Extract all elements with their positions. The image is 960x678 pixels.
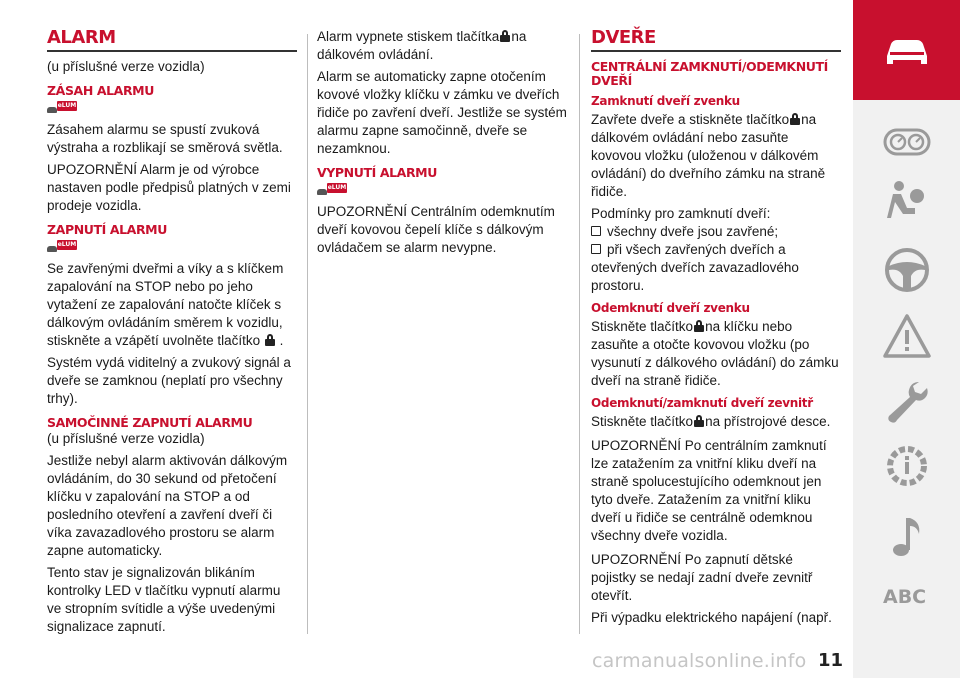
samo-heading: SAMOČINNÉ ZAPNUTÍ ALARMU: [47, 415, 253, 430]
condition-text: všechny dveře jsou zavřené;: [607, 224, 779, 239]
zamk-heading: Zamknutí dveří zvenku: [591, 94, 740, 108]
upozorneni-2: UPOZORNĚNÍ Po zapnutí dětské pojistky se nedají zadní dveře zevnitř otevřít.: [591, 552, 813, 603]
samo-paragraph-1: Jestliže nebyl alarm aktivován dálkovým ovládáním, do 30 sekund od přetočení klíčku v zapalování na STOP a od posledního otevření a zavření dveří či víka zavazadlového prostoru se alarm zapne automaticky.: [47, 453, 288, 558]
zapnuti-paragraph-1: [47, 260, 297, 350]
checkbox-icon: [591, 244, 601, 254]
dvere-title: DVEŘE: [591, 27, 656, 48]
gear-info-icon[interactable]: [881, 442, 933, 490]
watermark: carmanualsonline.info: [592, 650, 807, 672]
odemk-text-a: Stiskněte tlačítko: [591, 319, 694, 334]
music-note-icon[interactable]: [881, 512, 933, 560]
zapnuti-end: .: [279, 333, 284, 348]
lock-icon: [694, 415, 704, 427]
elum-label: eLUM: [57, 241, 77, 248]
page-number: 11: [818, 650, 844, 671]
elum-label: eLUM: [327, 184, 347, 191]
car-icon[interactable]: [881, 26, 933, 74]
wrench-icon[interactable]: [881, 378, 933, 426]
elum-badge: [47, 240, 297, 258]
unlock-icon: [694, 320, 704, 332]
zevnitr-text-a: Stiskněte tlačítko: [591, 414, 694, 429]
warning-triangle-icon[interactable]: [881, 312, 933, 360]
zasah-heading: ZÁSAH ALARMU: [47, 83, 154, 98]
odemk-heading: Odemknutí dveří zvenku: [591, 301, 750, 315]
car-small-icon: [317, 189, 327, 195]
column-divider: [579, 34, 580, 634]
zapnuti-paragraph-2: Systém vydá viditelný a zvukový signál a dveře se zamknou (neplatí pro všechny trhy).: [47, 355, 291, 406]
chapter-sidebar: [853, 0, 960, 678]
abc-index-label[interactable]: ABC: [883, 586, 927, 608]
auto-alarm-paragraph: Alarm se automaticky zapne otočením kovové vložky klíčku v zámku ve dveřích řidiče po zavření dveří. Jestliže se systém alarmu zapne samočinně, dveře se nezamknou.: [317, 69, 567, 156]
zamk-text-b: na dálkovém ovládání nebo zasuňte kovovou vložku (uloženou v dálkovém ovládání) do dveřního zámku na straně řidiče.: [591, 112, 826, 199]
condition-item: [591, 223, 841, 241]
seat-airbag-icon[interactable]: [881, 178, 933, 226]
title-divider: [47, 50, 297, 52]
upozorneni-1: UPOZORNĚNÍ Po centrálním zamknutí lze zatažením za vnitřní kliku dveří na straně spolucestujícího odemknout jen tyto dveře. Zatažením za vnitřní kliku dveří u řidiče se centrálně odemknou všechny dveře vozidla.: [591, 438, 827, 543]
car-small-icon: [47, 246, 57, 252]
alarm-section: [47, 28, 297, 640]
zevnitr-paragraph: [591, 413, 841, 431]
lock-icon: [265, 334, 275, 346]
steering-wheel-icon[interactable]: [881, 246, 933, 294]
gauges-icon[interactable]: [881, 118, 933, 166]
vypnuti-intro: [317, 28, 567, 64]
lock-icon: [790, 113, 800, 125]
car-small-icon: [47, 107, 57, 113]
elum-label: eLUM: [57, 102, 77, 109]
zasah-paragraph-2: UPOZORNĚNÍ Alarm je od výrobce nastaven podle předpisů platných v zemi prodeje vozidla.: [47, 162, 291, 213]
zasah-paragraph-1: Zásahem alarmu se spustí zvuková výstraha a rozblikají se směrová světla.: [47, 122, 283, 155]
vyp-text-b: na dálkovém ovládání.: [317, 29, 527, 62]
elum-badge: [317, 183, 567, 201]
alarm-continued-section: [317, 28, 567, 261]
alarm-title: ALARM: [47, 27, 116, 48]
vypnuti-paragraph: UPOZORNĚNÍ Centrálním odemknutím dveří kovovou čepelí klíče s dálkovým ovládačem se alarm nevypne.: [317, 204, 555, 255]
condition-text: při všech zavřených dveřích a otevřených dveřích zavazadlového prostoru.: [591, 242, 799, 293]
last-paragraph: Při výpadku elektrického napájení (např.: [591, 610, 832, 625]
condition-item: [591, 241, 841, 295]
version-note: (u příslušné verze vozidla): [47, 59, 205, 74]
checkbox-icon: [591, 226, 601, 236]
samo-note: (u příslušné verze vozidla): [47, 431, 205, 446]
samo-paragraph-2: Tento stav je signalizován blikáním kontrolky LED v tlačítku vypnutí alarmu ve stropním svítidle a výše uvedenými signalizace zapnutí.: [47, 565, 281, 634]
column-divider: [307, 34, 308, 634]
zapnuti-text: Se zavřenými dveřmi a víky a s klíčkem zapalování na STOP nebo po jeho vytažení ze zapalování natočte klíček s dálkovým ovládáním směrem k vozidlu, stiskněte a vzápětí uvolněte tlačítko: [47, 261, 284, 348]
elum-badge: [47, 101, 297, 119]
zamk-paragraph: [591, 111, 841, 201]
unlock-icon: [500, 30, 510, 42]
zevnitr-text-b: na přístrojové desce.: [705, 414, 831, 429]
doors-section: [591, 28, 841, 631]
zapnuti-heading: ZAPNUTÍ ALARMU: [47, 222, 167, 237]
title-divider: [591, 50, 841, 52]
podminky: Podmínky pro zamknutí dveří:: [591, 206, 771, 221]
vypnuti-heading: VYPNUTÍ ALARMU: [317, 165, 437, 180]
zevnitr-heading: Odemknutí/zamknutí dveří zevnitř: [591, 396, 813, 410]
vyp-text-a: Alarm vypnete stiskem tlačítka: [317, 29, 500, 44]
central-heading: CENTRÁLNÍ ZAMKNUTÍ/ODEMKNUTÍ DVEŘÍ: [591, 59, 828, 88]
zamk-text-a: Zavřete dveře a stiskněte tlačítko: [591, 112, 790, 127]
odemk-paragraph: [591, 318, 841, 390]
odemk-text-b: na klíčku nebo zasuňte a otočte kovovou vložku (po vysunutí z dálkového ovládání) do zámku dveří na straně řidiče.: [591, 319, 839, 388]
